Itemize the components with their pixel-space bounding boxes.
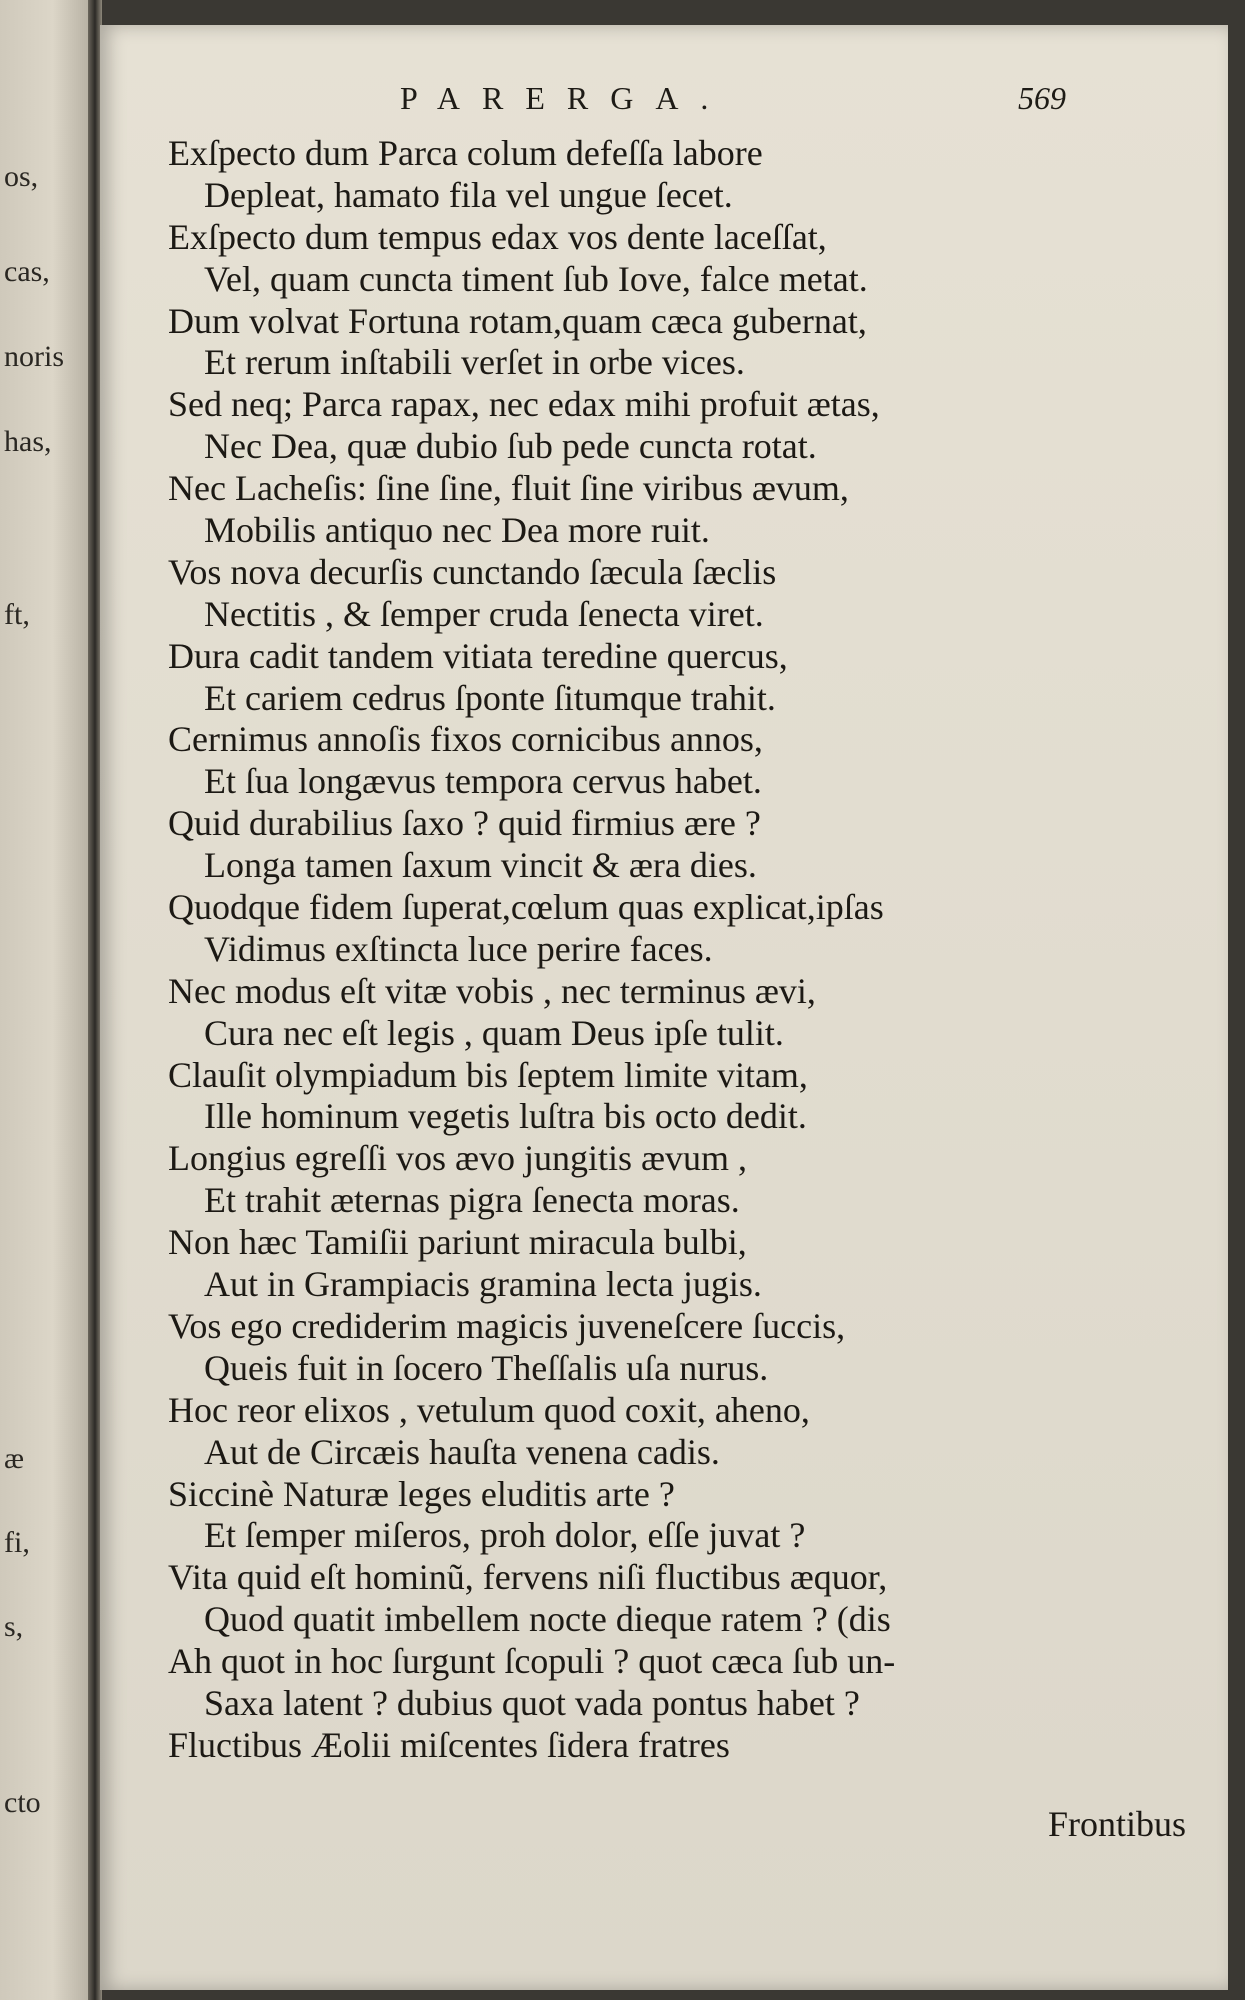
margin-fragment: cas,: [4, 255, 50, 288]
verse-line: Mobilis antiquo nec Dea more ruit.: [204, 510, 710, 551]
verse-line: Fluctibus Æolii miſcentes ſidera fratres: [168, 1724, 730, 1765]
verse-line: Longa tamen ſaxum vincit & æra dies.: [204, 845, 757, 886]
verse-line: Exſpecto dum Parca colum defeſſa labore: [168, 133, 763, 173]
facing-page-edge: [0, 0, 88, 2000]
verse-line: Aut de Circæis hauſta venena cadis.: [204, 1431, 720, 1472]
verse-line: Depleat, hamato fila vel ungue ſecet.: [204, 174, 733, 215]
verse-line: Et ſemper miſeros, proh dolor, eſſe juvat ?: [204, 1515, 806, 1556]
margin-fragment: noris: [4, 340, 64, 373]
verse-line: Vos nova decurſis cunctando ſæcula ſæclis: [168, 551, 777, 592]
verse-line: Queis fuit in ſocero Theſſalis uſa nurus.: [204, 1347, 769, 1388]
verse-line: Et ſua longævus tempora cervus habet.: [204, 761, 762, 802]
verse-line: Et trahit æternas pigra ſenecta moras.: [204, 1180, 740, 1221]
verse-line: Vidimus exſtincta luce perire faces.: [204, 928, 713, 969]
verse-line: Clauſit olympiadum bis ſeptem limite vitam,: [168, 1054, 808, 1095]
verse-line: Quid durabilius ſaxo ? quid firmius ære ?: [168, 803, 761, 844]
verse-line: Quod quatit imbellem nocte dieque ratem ? (dis: [204, 1599, 891, 1640]
verse-line: Hoc reor elixos , vetulum quod coxit, aheno,: [168, 1389, 810, 1430]
verse-line: Ille hominum vegetis luſtra bis octo dedit.: [204, 1096, 807, 1137]
verse-line: Ah quot in hoc ſurgunt ſcopuli ? quot cæca ſub un-: [168, 1641, 896, 1682]
margin-fragment: os,: [4, 160, 39, 193]
verse-line: Et rerum inſtabili verſet in orbe vices.: [204, 342, 745, 383]
margin-fragment: cto: [4, 1786, 41, 1819]
verse-line: Nec Dea, quæ dubio ſub pede cuncta rotat.: [204, 426, 817, 467]
verse-line: Saxa latent ? dubius quot vada pontus habet ?: [204, 1682, 860, 1723]
verse-line: Aut in Grampiacis gramina lecta jugis.: [204, 1264, 762, 1305]
verse-line: Nec modus eſt vitæ vobis , nec terminus ævi,: [168, 970, 816, 1011]
running-title: PARERGA.: [400, 80, 731, 116]
margin-fragment: has,: [4, 425, 52, 458]
poem-text: [168, 133, 1198, 1767]
margin-fragment: s,: [4, 1610, 24, 1643]
verse-line: Nectitis , & ſemper cruda ſenecta viret.: [204, 593, 764, 634]
book-page: [100, 25, 1228, 1990]
verse-line: Quodque fidem ſuperat,cœlum quas explicat,ipſas: [168, 887, 884, 928]
verse-line: Vel, quam cuncta timent ſub Iove, falce metat.: [204, 258, 868, 299]
catchword: Frontibus: [1047, 1804, 1186, 1844]
margin-fragment: æ: [4, 1442, 25, 1475]
page-header: [100, 80, 1228, 130]
verse-line: Sed neq; Parca rapax, nec edax mihi profuit ætas,: [168, 384, 880, 425]
verse-line: Longius egreſſi vos ævo jungitis ævum ,: [168, 1138, 748, 1179]
verse-line: Dura cadit tandem vitiata teredine quercus,: [168, 635, 788, 676]
verse-line: Dum volvat Fortuna rotam,quam cæca gubernat,: [168, 300, 867, 341]
page-number: 569: [1018, 80, 1066, 116]
verse-line: Vos ego crediderim magicis juveneſcere ſuccis,: [168, 1305, 846, 1346]
margin-fragment: ft,: [4, 598, 30, 631]
margin-fragment: fi,: [4, 1526, 30, 1559]
verse-line: Non hæc Tamiſii pariunt miracula bulbi,: [168, 1222, 747, 1263]
verse-line: Siccinè Naturæ leges eluditis arte ?: [168, 1473, 675, 1514]
verse-line: Exſpecto dum tempus edax vos dente laceſſat,: [168, 216, 827, 257]
verse-line: Et cariem cedrus ſponte ſitumque trahit.: [204, 677, 776, 718]
verse-line: Vita quid eſt hominũ, fervens niſi fluctibus æquor,: [168, 1557, 888, 1598]
verse-line: Cura nec eſt legis , quam Deus ipſe tulit.: [204, 1012, 784, 1053]
verse-line: Nec Lacheſis: ſine ſine, fluit ſine viribus ævum,: [168, 468, 849, 509]
verse-line: Cernimus annoſis fixos cornicibus annos,: [168, 719, 763, 760]
